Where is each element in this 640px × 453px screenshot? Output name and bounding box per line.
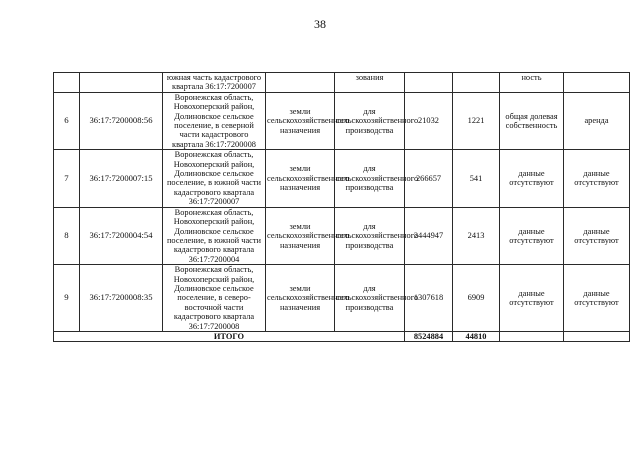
cell-area: 266657: [405, 150, 453, 207]
cell-use: для сельскохозяйственного производства: [335, 150, 405, 207]
cell-use: для сельскохозяйственного производства: [335, 265, 405, 332]
table-row: [54, 150, 630, 207]
cell-no: 7: [54, 150, 80, 207]
cell-cadastral: 36:17:7200008:56: [80, 92, 163, 149]
cell-location: южная часть кадастрового квартала 36:17:7200007: [163, 73, 266, 93]
cell-right: ность: [500, 73, 564, 93]
table-row-total: [54, 331, 630, 341]
cell-right: данные отсутствуют: [500, 207, 564, 264]
cell-value: 2413: [453, 207, 500, 264]
total-label: ИТОГО: [54, 331, 405, 341]
cell-cadastral: 36:17:7200008:35: [80, 265, 163, 332]
cell-use: для сельскохозяйственного производства: [335, 207, 405, 264]
cell-location: Воронежская область, Новохоперский район, Долиновское сельское поселение, в южной части кадастрового квартала 36:17:7200007: [163, 150, 266, 207]
cell-category: [266, 73, 335, 93]
cell-location: Воронежская область, Новохоперский район, Долиновское сельское поселение, в северо-восточной части кадастрового квартала 36:17:7200008: [163, 265, 266, 332]
cell-no: 6: [54, 92, 80, 149]
table-row: [54, 265, 630, 332]
total-area: 8524884: [405, 331, 453, 341]
total-value: 44810: [453, 331, 500, 341]
cell-encumbrance: [564, 73, 630, 93]
cell-right: [500, 331, 564, 341]
cell-right: данные отсутствуют: [500, 265, 564, 332]
cell-encumbrance: данные отсутствуют: [564, 207, 630, 264]
cell-use: зования: [335, 73, 405, 93]
cell-no: 9: [54, 265, 80, 332]
cell-area: 21032: [405, 92, 453, 149]
cell-area: 1307618: [405, 265, 453, 332]
cell-cadastral: [80, 73, 163, 93]
cell-category: земли сельскохозяйственного назначения: [266, 207, 335, 264]
cell-value: 1221: [453, 92, 500, 149]
cell-use: для сельскохозяйственного производства: [335, 92, 405, 149]
cell-location: Воронежская область, Новохоперский район, Долиновское сельское поселение, в южной части кадастрового квартала 36:17:7200004: [163, 207, 266, 264]
cell-encumbrance: данные отсутствуют: [564, 150, 630, 207]
cell-category: земли сельскохозяйственного назначения: [266, 150, 335, 207]
cell-encumbrance: данные отсутствуют: [564, 265, 630, 332]
cell-no: [54, 73, 80, 93]
cell-cadastral: 36:17:7200007:15: [80, 150, 163, 207]
cell-encumbrance: [564, 331, 630, 341]
cell-category: земли сельскохозяйственного назначения: [266, 265, 335, 332]
cell-area: 2444947: [405, 207, 453, 264]
table-row: [54, 92, 630, 149]
cell-right: общая долевая собственность: [500, 92, 564, 149]
cell-encumbrance: аренда: [564, 92, 630, 149]
table-row-continuation: [54, 73, 630, 93]
cell-right: данные отсутствуют: [500, 150, 564, 207]
cell-value: 541: [453, 150, 500, 207]
land-parcels-table: [53, 72, 630, 342]
cell-no: 8: [54, 207, 80, 264]
cell-value: [453, 73, 500, 93]
cell-area: [405, 73, 453, 93]
cell-category: земли сельскохозяйственного назначения: [266, 92, 335, 149]
cell-value: 6909: [453, 265, 500, 332]
table-row: [54, 207, 630, 264]
cell-cadastral: 36:17:7200004:54: [80, 207, 163, 264]
page-number: 38: [314, 17, 326, 31]
cell-location: Воронежская область, Новохоперский район, Долиновское сельское поселение, в северной части кадастрового квартала 36:17:7200008: [163, 92, 266, 149]
